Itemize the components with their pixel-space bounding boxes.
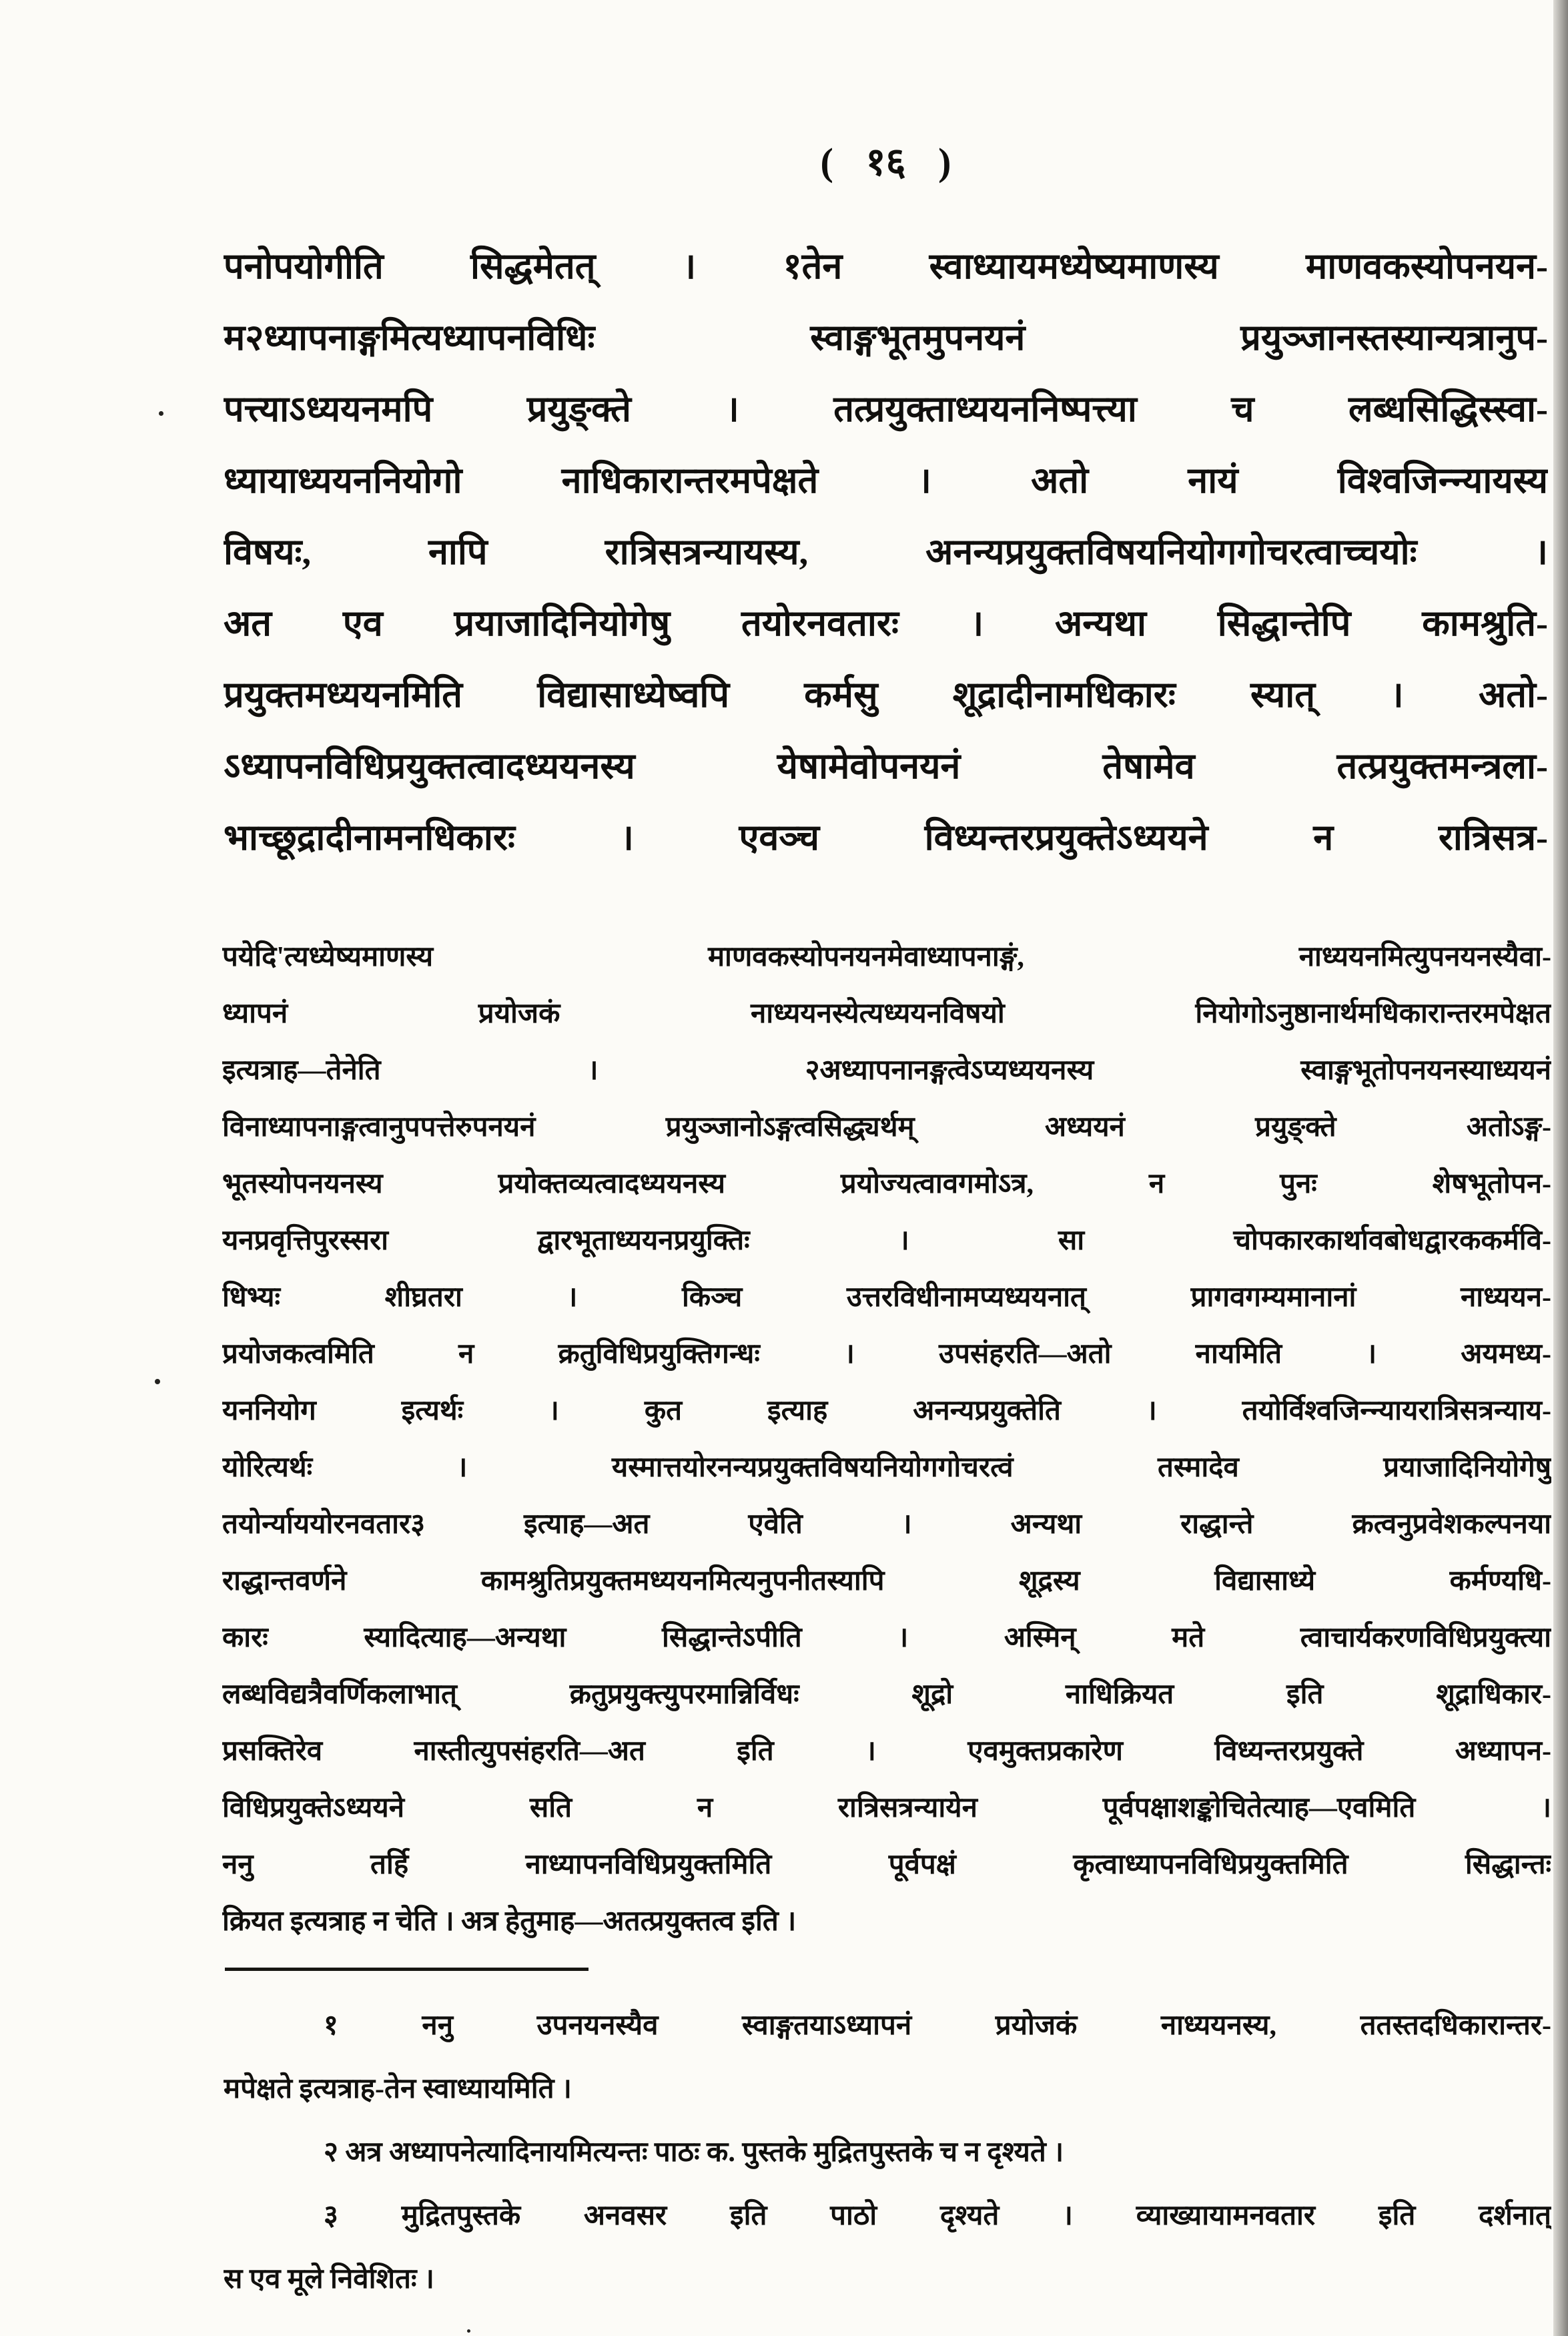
main-text-line: भाच्छूद्रादीनामनधिकारः । एवञ्च विध्यन्तरप्रयुक्तेऽध्ययने न रात्रिसत्र-: [224, 818, 1548, 858]
commentary-line: राद्धान्तवर्णने कामश्रुतिप्रयुक्तमध्ययनमित्यनुपनीतस्यापि शूद्रस्य विद्यासाध्ये कर्मण्यधि-: [222, 1566, 1551, 1596]
main-text-line: ऽध्यापनविधिप्रयुक्तत्वादध्ययनस्य येषामेवोपनयनं तेषामेव तत्प्रयुक्तमन्त्रला-: [224, 746, 1548, 786]
commentary-line: भूतस्योपनयनस्य प्रयोक्तव्यत्वादध्ययनस्य प्रयोज्यत्वावगमोऽत्र, न पुनः शेषभूतोपन-: [222, 1169, 1551, 1199]
scan-speck: [159, 411, 163, 416]
footnote-line: मपेक्षते इत्यत्राह-तेन स्वाध्यायमिति ।: [224, 2074, 572, 2104]
commentary-line: यनप्रवृत्तिपुरस्सरा द्वारभूताध्ययनप्रयुक्तिः । सा चोपकारकार्थावबोधद्वारककर्मवि-: [222, 1225, 1551, 1256]
commentary-line: यननियोग इत्यर्थः । कुत इत्याह अनन्यप्रयुक्तेति । तयोर्विश्वजिन्न्यायरात्रिसत्रन्याय-: [222, 1396, 1551, 1426]
commentary-line: पयेदि'त्यध्येष्यमाणस्य माणवकस्योपनयनमेवाध्यापनाङ्गं, नाध्ययनमित्युपनयनस्यैवा-: [222, 942, 1551, 972]
footnote-line: २ अत्र अध्यापनेत्यादिनायमित्यन्तः पाठः क. पुस्तके मुद्रितपुस्तके च न दृश्यते ।: [324, 2137, 1064, 2168]
main-text-line: म२ध्यापनाङ्गमित्यध्यापनविधिः स्वाङ्गभूतमुपनयनं प्रयुञ्जानस्तस्यान्यत्रानुप-: [224, 318, 1548, 358]
footnote-line: १ ननु उपनयनस्यैव स्वाङ्गतयाऽध्यापनं प्रयोजकं नाध्ययनस्य, ततस्तदधिकारान्तर-: [324, 2010, 1551, 2041]
commentary-line: धिभ्यः शीघ्रतरा । किञ्च उत्तरविधीनामप्यध्ययनात् प्रागवगम्यमानानां नाध्ययन-: [222, 1282, 1551, 1313]
commentary-line: ननु तर्हि नाध्यापनविधिप्रयुक्तमिति पूर्वपक्षं कृत्वाध्यापनविधिप्रयुक्तमिति सिद्धान्तः: [222, 1849, 1551, 1880]
main-text-line: पत्त्याऽध्ययनमपि प्रयुङ्क्ते । तत्प्रयुक्ताध्ययननिष्पत्त्या च लब्धसिद्धिस्स्वा-: [224, 389, 1548, 429]
main-text-block: [224, 231, 1548, 874]
main-text-line: ध्यायाध्ययननियोगो नाधिकारान्तरमपेक्षते । अतो नायं विश्वजिन्न्यायस्य: [224, 461, 1548, 501]
commentary-line: क्रियत इत्यत्राह न चेति । अत्र हेतुमाह—अतत्प्रयुक्तत्व इति ।: [222, 1906, 797, 1937]
commentary-line: कारः स्यादित्याह—अन्यथा सिद्धान्तेऽपीति । अस्मिन् मते त्वाचार्यकरणविधिप्रयुक्त्या: [222, 1623, 1551, 1653]
commentary-line: ध्यापनं प्रयोजकं नाध्ययनस्येत्यध्ययनविषयो नियोगोऽनुष्ठानार्थमधिकारान्तरमपेक्षत: [222, 998, 1551, 1029]
commentary-line: इत्यत्राह—तेनेति । २अध्यापनानङ्गत्वेऽप्यध्ययनस्य स्वाङ्गभूतोपनयनस्याध्ययनं: [222, 1055, 1551, 1086]
footnote-line: स एव मूले निवेशितः ।: [224, 2264, 434, 2295]
commentary-line: विनाध्यापनाङ्गत्वानुपपत्तेरुपनयनं प्रयुञ्जानोऽङ्गत्वसिद्ध्यर्थम् अध्ययनं प्रयुङ्क्ते अतोऽङ्ग-: [222, 1112, 1551, 1143]
scan-speck: [155, 1379, 160, 1384]
commentary-line: प्रयोजकत्वमिति न क्रतुविधिप्रयुक्तिगन्धः । उपसंहरति—अतो नायमिति । अयमध्य-: [222, 1339, 1551, 1370]
main-text-line: अत एव प्रयाजादिनियोगेषु तयोरनवतारः । अन्यथा सिद्धान्तेपि कामश्रुति-: [224, 603, 1548, 643]
footnote-line: ३ मुद्रितपुस्तके अनवसर इति पाठो दृश्यते । व्याख्यायामनवतार इति दर्शनात्: [324, 2201, 1551, 2231]
commentary-line: लब्धविद्यत्रैवर्णिकलाभात् क्रतुप्रयुक्त्युपरमान्निर्विधः शूद्रो नाधिक्रियत इति शूद्राधिकार-: [222, 1679, 1551, 1710]
main-text-line: पनोपयोगीति सिद्धमेतत् । १तेन स्वाध्यायमध्येष्यमाणस्य माणवकस्योपनयन-: [224, 246, 1548, 286]
commentary-line: विधिप्रयुक्तेऽध्ययने सति न रात्रिसत्रन्यायेन पूर्वपक्षाशङ्कोचितेत्याह—एवमिति ।: [222, 1793, 1551, 1823]
commentary-line: तयोर्न्याययोरनवतार३ इत्याह—अत एवेति । अन्यथा राद्धान्ते क्रत्वनुप्रवेशकल्पनया: [222, 1509, 1551, 1540]
scan-speck: [467, 2329, 470, 2333]
footnote-separator-rule: [225, 1968, 589, 1971]
commentary-line: योरित्यर्थः । यस्मात्तयोरनन्यप्रयुक्तविषयनियोगगोचरत्वं तस्मादेव प्रयाजादिनियोगेषु: [222, 1452, 1551, 1483]
scan-edge-shadow: [1553, 0, 1568, 2336]
commentary-line: प्रसक्तिरेव नास्तीत्युपसंहरति—अत इति । एवमुक्तप्रकारेण विध्यन्तरप्रयुक्ते अध्यापन-: [222, 1736, 1551, 1767]
main-text-line: प्रयुक्तमध्ययनमिति विद्यासाध्येष्वपि कर्मसु शूद्रादीनामधिकारः स्यात् । अतो-: [224, 675, 1548, 715]
commentary-block: [222, 929, 1551, 1950]
page-number: ( १६ ): [820, 140, 951, 184]
main-text-line: विषयः, नापि रात्रिसत्रन्यायस्य, अनन्यप्रयुक्तविषयनियोगगोचरत्वाच्चयोः ।: [224, 532, 1548, 572]
footnotes-block: [224, 1994, 1551, 2311]
